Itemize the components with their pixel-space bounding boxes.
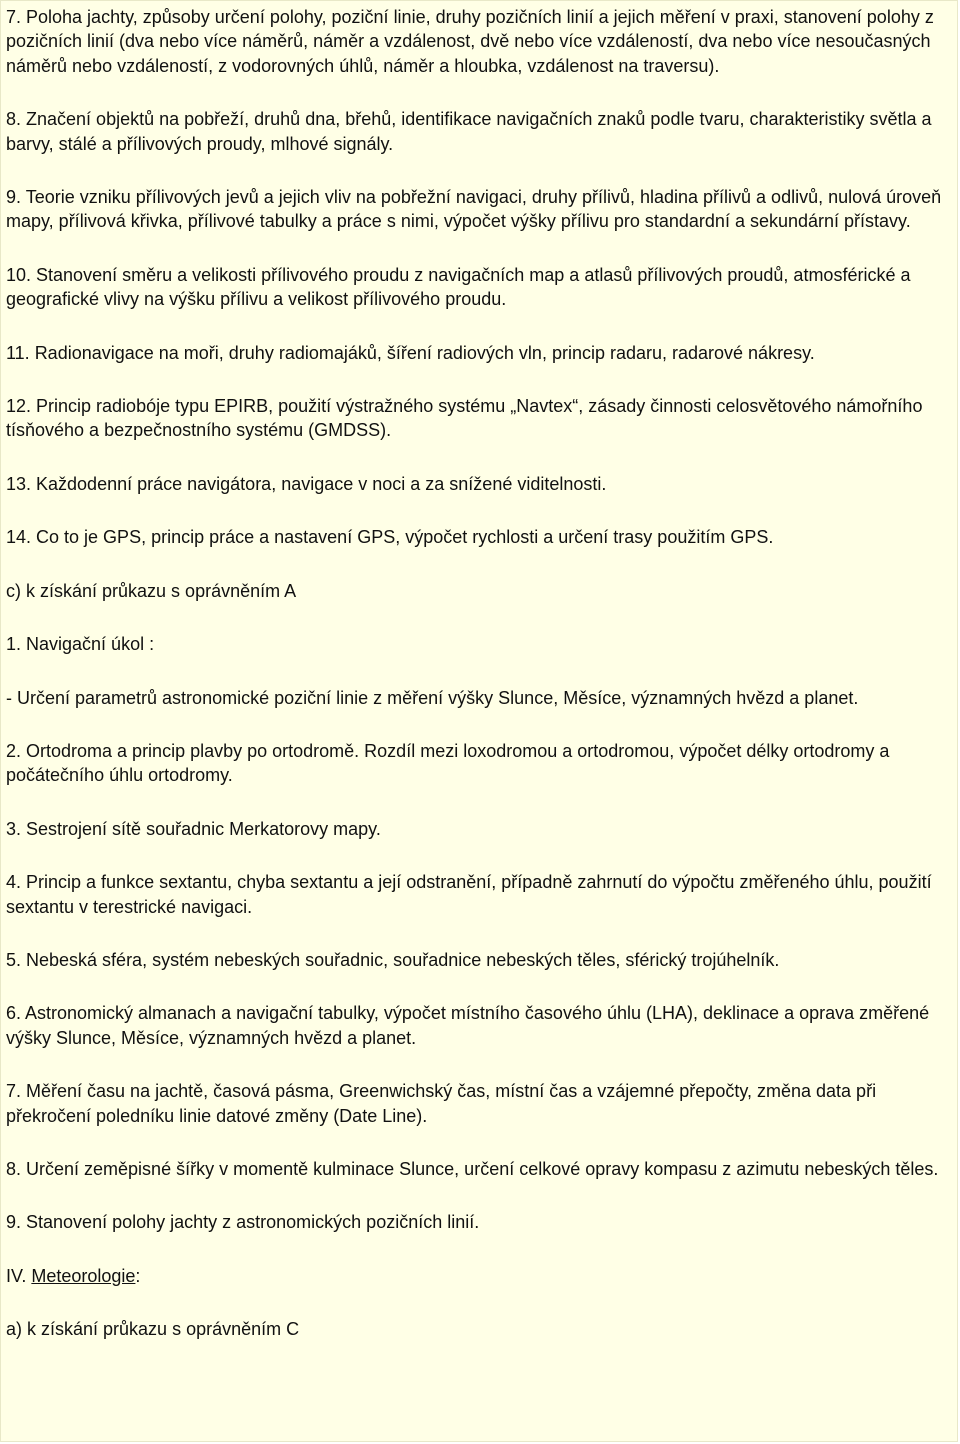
section-heading <box>6 1264 951 1288</box>
item-2: 2. Ortodroma a princip plavby po ortodromě. Rozdíl mezi loxodromou a ortodromou, výpočet délky ortodromy a počátečního úhlu ortodromy. <box>6 740 890 786</box>
item-5: 5. Nebeská sféra, systém nebeských souřadnic, souřadnice nebeských těles, sférický trojúhelník. <box>6 949 780 970</box>
paragraph-14: 14. Co to je GPS, princip práce a nastavení GPS, výpočet rychlosti a určení trasy použitím GPS. <box>6 527 774 548</box>
section-prefix: IV. <box>6 1265 32 1286</box>
task-item: - Určení parametrů astronomické poziční linie z měření výšky Slunce, Měsíce, významných hvězd a planet. <box>6 687 859 708</box>
paragraph-9: 9. Teorie vzniku přílivových jevů a jejich vliv na pobřežní navigaci, druhy přílivů, hladina přílivů a odlivů, nulová úroveň mapy, přílivová křivka, přílivové tabulky a práce s nimi, výpočet výšky přílivu pro standardní a sekundární přístavy. <box>6 187 942 232</box>
paragraph-11: 11. Radionavigace na moři, druhy radiomajáků, šíření radiových vln, princip radaru, radarové nákresy. <box>6 342 815 363</box>
paragraph-10: 10. Stanovení směru a velikosti přílivového proudu z navigačních map a atlasů přílivových proudů, atmosférické a geografické vlivy na výšku přílivu a velikost přílivového proudu. <box>6 264 911 310</box>
item-4: 4. Princip a funkce sextantu, chyba sextantu a její odstranění, případně zahrnutí do výpočtu změřeného úhlu, použití sextantu v terestrické navigaci. <box>6 872 932 917</box>
section-suffix: : <box>135 1265 141 1286</box>
paragraph-8: 8. Značení objektů na pobřeží, druhů dna, břehů, identifikace navigačních znaků podle tvaru, charakteristiky světla a barvy, stálé a přílivových proudy, mlhové signály. <box>6 109 932 154</box>
paragraph-12: 12. Princip radiobóje typu EPIRB, použití výstražného systému „Navtex“, zásady činnosti celosvětového námořního tísňového a bezpečnostního systému (GMDSS). <box>6 396 923 441</box>
subsection-heading-a: a) k získání průkazu s oprávněním C <box>6 1319 300 1340</box>
item-8: 8. Určení zeměpisné šířky v momentě kulminace Slunce, určení celkové opravy kompasu z azimutu nebeských těles. <box>6 1158 939 1179</box>
item-3: 3. Sestrojení sítě souřadnic Merkatorovy mapy. <box>6 818 381 839</box>
item-6: 6. Astronomický almanach a navigační tabulky, výpočet místního časového úhlu (LHA), deklinace a oprava změřené výšky Slunce, Měsíce, významných hvězd a planet. <box>6 1003 930 1048</box>
paragraph-13: 13. Každodenní práce navigátora, navigace v noci a za snížené viditelnosti. <box>6 473 607 494</box>
paragraph-7: 7. Poloha jachty, způsoby určení polohy, poziční linie, druhy pozičních linií a jejich měření v praxi, stanovení polohy z pozičních linií (dva nebo více náměrů, náměr a vzdálenost, dvě nebo více vzdáleností, dva nebo více nesoučasných náměrů nebo vzdáleností, z vodorovných úhlů, náměr a hloubka, vzdálenost na traversu). <box>6 7 934 76</box>
subsection-heading-c: c) k získání průkazu s oprávněním A <box>6 580 297 601</box>
item-7: 7. Měření času na jachtě, časová pásma, Greenwichský čas, místní čas a vzájemné přepočty, změna data při překročení poledníku linie datové změny (Date Line). <box>6 1081 877 1126</box>
section-title-link[interactable]: Meteorologie <box>31 1265 136 1286</box>
item-9: 9. Stanovení polohy jachty z astronomických pozičních linií. <box>6 1212 480 1233</box>
task-heading-1: 1. Navigační úkol : <box>6 634 155 655</box>
